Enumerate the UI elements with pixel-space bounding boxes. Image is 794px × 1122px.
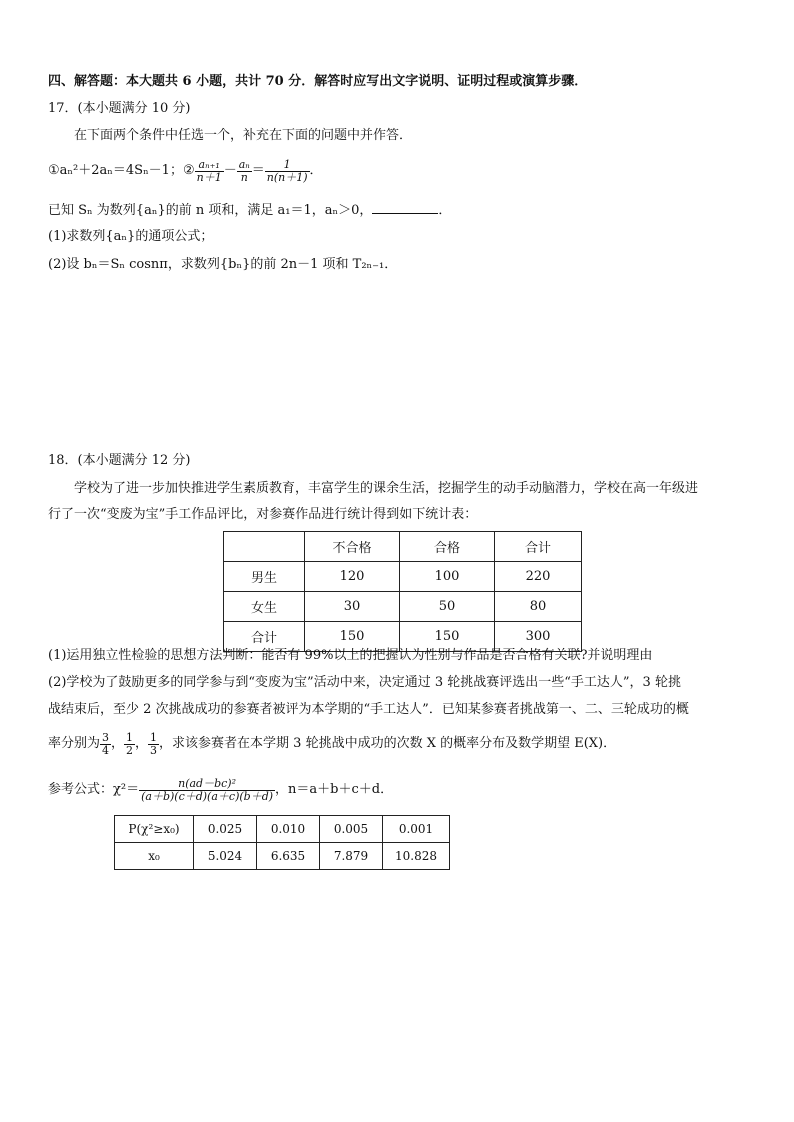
q18-prob-2-den: 2 [126, 743, 134, 757]
q17-part2: (2)设 bₙ＝Sₙ cosnπ，求数列{bₙ}的前 2n－1 项和 T₂ₙ₋₁． [48, 257, 398, 272]
q17-minus: － [223, 162, 237, 178]
table-cell: 80 [495, 592, 582, 622]
table-cell: 50 [400, 592, 495, 622]
q18-prob-3-num: 1 [150, 730, 158, 744]
q17-frac-1 [195, 159, 224, 183]
table-cell: P(χ²≥x₀) [115, 816, 194, 843]
q17-given [48, 202, 451, 219]
table-cell: 100 [400, 562, 495, 592]
q17-condition-2-label: ② [182, 162, 195, 178]
table-cell: 150 [400, 622, 495, 652]
q18-prob-2-num: 1 [126, 730, 134, 744]
q17-equals: ＝ [251, 162, 265, 178]
table-cell: 6.635 [257, 843, 320, 870]
q18-prob-suffix: ，求该参赛者在本学期 3 轮挑战中成功的次数 X 的概率分布及数学期望 E(X)． [159, 735, 617, 751]
q18-stat-table [223, 531, 582, 652]
table-row [115, 843, 450, 870]
q17-frac-3 [265, 159, 310, 183]
q17-title: 17．(本小题满分 10 分) [48, 101, 191, 116]
q18-prob-sep: ， [135, 735, 149, 751]
q18-prob-frac-2 [124, 732, 135, 756]
table-header-cell: 合计 [495, 532, 582, 562]
q18-para1-line2: 行了一次“变废为宝”手工作品评比，对参赛作品进行统计得到如下统计表： [48, 507, 478, 522]
table-row [224, 622, 582, 652]
q17-given-end: ． [438, 203, 452, 218]
q18-prob-1-num: 3 [102, 730, 110, 744]
q17-frac-2-num: aₙ [238, 157, 250, 171]
table-cell: 10.828 [383, 843, 450, 870]
table-cell: 合计 [224, 622, 305, 652]
q17-frac-2-den: n [240, 170, 248, 184]
q17-frac-3-num: 1 [265, 159, 310, 172]
q18-part2-line2: 战结束后，至少 2 次挑战成功的参赛者被评为本学期的“手工达人”．已知某参赛者挑战第一、二、三轮成功的概 [48, 702, 689, 717]
q18-prob-frac-3 [148, 732, 159, 756]
q18-formula-num: n(ad－bc)² [139, 778, 275, 791]
q17-frac-3-den: n(n＋1) [266, 170, 308, 184]
q18-prob-frac-1 [100, 732, 111, 756]
table-cell: 7.879 [320, 843, 383, 870]
q18-prob-3-den: 3 [150, 743, 158, 757]
table-cell: 5.024 [194, 843, 257, 870]
table-cell: 0.005 [320, 816, 383, 843]
table-header-cell: 合格 [400, 532, 495, 562]
table-cell: 120 [305, 562, 400, 592]
table-row [224, 532, 582, 562]
q18-part2-line1: (2)学校为了鼓励更多的同学参与到“变废为宝”活动中来，决定通过 3 轮挑战赛评选出一些“手工达人”，3 轮挑 [48, 675, 681, 690]
table-row [224, 592, 582, 622]
q18-prob-1-den: 4 [102, 743, 110, 757]
table-cell: 女生 [224, 592, 305, 622]
q18-formula-den: (a＋b)(c＋d)(a＋c)(b＋d) [141, 789, 274, 803]
q18-formula [48, 772, 393, 808]
table-header-cell: 不合格 [305, 532, 400, 562]
q18-part1: (1)运用独立性检验的思想方法判断：能否有 99%以上的把握认为性别与作品是否合格有关联?并说明理由 [48, 648, 653, 663]
q17-frac-1-den: n＋1 [196, 170, 222, 184]
q18-formula-frac [139, 778, 275, 802]
q18-reference-table [114, 815, 450, 870]
table-row [224, 562, 582, 592]
q18-prob-prefix: 率分别为 [48, 735, 101, 751]
q17-condition-1: ①aₙ²＋2aₙ＝4Sₙ－1； [48, 162, 183, 178]
q18-para1-line1: 学校为了进一步加快推进学生素质教育，丰富学生的课余生活，挖掘学生的动手动脑潜力，学校在高一年级进 [74, 481, 699, 496]
q18-formula-label: 参考公式：χ²＝ [48, 781, 140, 797]
q17-condition-end: ． [309, 162, 323, 178]
q17-frac-1-num: aₙ₊₁ [195, 159, 224, 172]
q17-frac-2 [237, 159, 252, 183]
section-header: 四、解答题：本大题共 6 小题，共计 70 分．解答时应写出文字说明、证明过程或演算步骤． [48, 74, 588, 89]
q17-conditions [48, 154, 323, 188]
q17-given-text: 已知 Sₙ 为数列{aₙ}的前 n 项和，满足 a₁＝1，aₙ＞0， [48, 203, 373, 218]
table-cell: 0.025 [194, 816, 257, 843]
table-cell: 30 [305, 592, 400, 622]
table-cell: 0.001 [383, 816, 450, 843]
q17-instruction: 在下面两个条件中任选一个，补充在下面的问题中并作答． [74, 128, 413, 143]
table-cell: 0.010 [257, 816, 320, 843]
table-cell: 150 [305, 622, 400, 652]
q18-prob-sep: ， [111, 735, 125, 751]
table-cell: 男生 [224, 562, 305, 592]
q18-part2-line3 [48, 726, 616, 762]
table-cell: x₀ [115, 843, 194, 870]
table-cell: 220 [495, 562, 582, 592]
table-header-cell [224, 532, 305, 562]
q17-part1: (1)求数列{aₙ}的通项公式； [48, 229, 214, 244]
q17-answer-blank [372, 202, 438, 214]
table-row [115, 816, 450, 843]
table-cell: 300 [495, 622, 582, 652]
q18-title: 18．(本小题满分 12 分) [48, 453, 191, 468]
q18-formula-tail: ，n＝a＋b＋c＋d． [275, 781, 394, 797]
